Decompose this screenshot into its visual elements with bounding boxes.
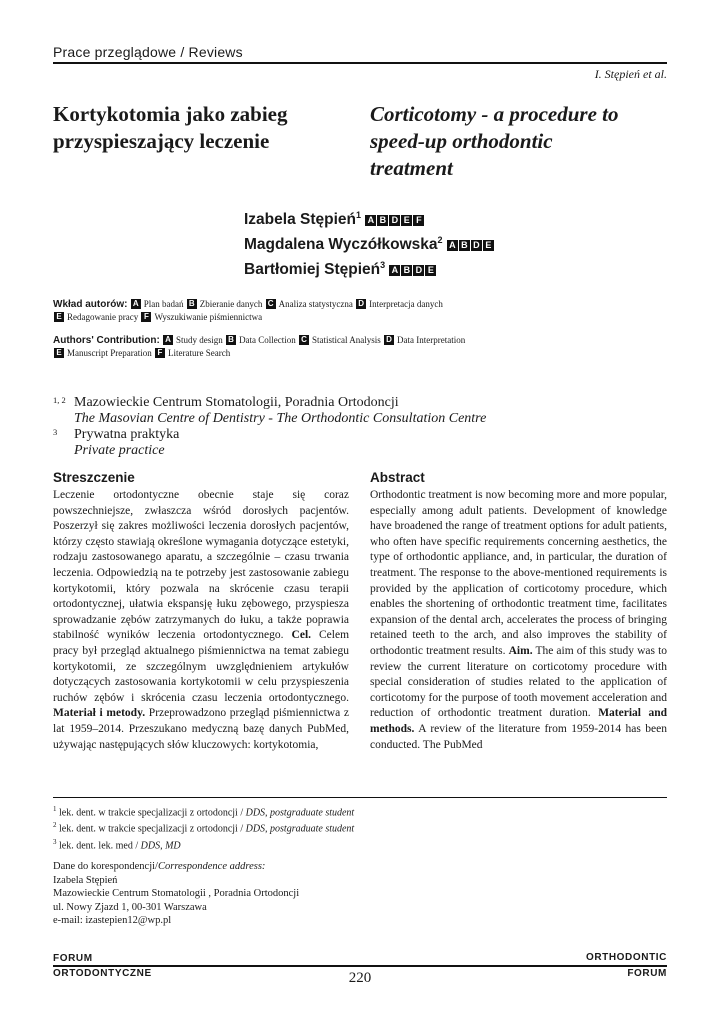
footnote-1: $^1$ lek. dent. w trakcie specjalizacji z ortodoncji / DDS, postgraduate student bbox=[53, 805, 355, 819]
footer-journal-pl-2: ORTODONTYCZNE bbox=[53, 968, 152, 979]
correspondence-name: Izabela Stępień bbox=[53, 874, 118, 886]
footnote-3: $^3$ lek. dent. lek. med / DDS, MD bbox=[53, 837, 181, 851]
affiliations bbox=[53, 395, 667, 459]
title-pl: Kortykotomia jako zabieg przyspieszający leczenie bbox=[53, 102, 288, 153]
author-list bbox=[244, 205, 495, 280]
footer-journal-en: ORTHODONTIC bbox=[585, 952, 667, 963]
contribution-en: Authors' Contribution: A Study design B Data Collection C Statistical Analysis D Data Interpretation E Manuscript Preparation F Literature Search bbox=[53, 335, 466, 358]
footnote-rule bbox=[53, 797, 667, 798]
footnotes bbox=[53, 803, 667, 852]
affiliation-1: 1, 2 Mazowieckie Centrum Stomatologii, Poradnia Ortodoncji The Masovian Centre of Dentistry - The Orthodontic Consultation Centre bbox=[53, 395, 487, 426]
correspondence-street: ul. Nowy Zjazd 1, 00-301 Warszawa bbox=[53, 901, 207, 913]
correspondence-institution: Mazowieckie Centrum Stomatologii , Poradnia Ortodoncji bbox=[53, 888, 300, 899]
footer-journal-pl: FORUM bbox=[53, 953, 93, 964]
title-en: Corticotomy - a procedure to speed-up orthodontic treatment bbox=[370, 102, 619, 180]
correspondence bbox=[53, 860, 667, 928]
author-3-roles: A B D E bbox=[389, 261, 437, 278]
correspondence-label: Dane do korespondencji/Correspondence address: bbox=[53, 861, 266, 872]
abstract-heading: Abstract bbox=[370, 470, 425, 485]
affiliation-2: 3 Prywatna praktyka Private practice bbox=[53, 427, 180, 458]
footer-journal-en-2: FORUM bbox=[627, 968, 667, 979]
streszczenie-body: Leczenie ortodontyczne obecnie staje się coraz powszechniejsze, zwłaszcza wśród dorosłych pacjentów. Poszerzył się zakres możliwości leczenia dorosłych pacjentów, którzy często stawiają określone wymagania dotyczące estetyki, rodzaju zastosowanego aparatu, a szczególnie – czasu trwania leczenia. Odpowiedzią na te potrzeby jest zastosowanie zabiegu kortykotomii, który pozwala na skrócenie czasu terapii ortodontycznej, ułatwia ekspansję łuku zębowego, przyspiesza sprowadzanie zębów zatrzymanych do łuku, a także poprawia stabilność wyników leczenia ortodontycznego. Cel. Celem pracy był przegląd aktualnego piśmiennictwa na temat zabiegu kortykotomii, ze szczególnym uwzględnieniem artykułów dotyczących zastosowania kortykotomii w celu przyspieszenia ruchów zębów i skrócenia czasu leczenia ortodontycznego. Materiał i metody. Przeprowadzono przegląd piśmiennictwa z lat 1959–2014. Przeszukano medyczną bazę danych PubMed, używając następujących słów kluczowych: kortykotomia, bbox=[53, 489, 350, 751]
running-author: I. Stępień et al. bbox=[594, 67, 667, 81]
author-1: Izabela Stępień$^1$ A B D E F bbox=[244, 205, 495, 230]
abstract-body: Orthodontic treatment is now becoming more and more popular, especially among adult patients. Development of knowledge have broadened the range of treatment options for adult patients, who often have specific requirements concerning aesthetics, the type of orthodontic appliance, and, in particular, the duration of treatment. The response to the above-mentioned requirements is provided by the application of corticotomy procedure, which enables the shortening of orthodontic treatment time, facilitates expansion of the dental arch, accelerates the process of bringing retained teeth to the arch, and also improves the stability of orthodontic treatment results. Aim. The aim of this study was to review the current literature on corticotomy procedure with special consideration of studies related to the application of corticotomy for the purpose of tooth movement acceleration and reduction of orthodontic treatment duration. Material and methods. A review of the literature from 1959-2014 has been conducted. The PubMed bbox=[370, 489, 668, 751]
author-1-roles: A B D E F bbox=[365, 211, 425, 228]
header-rule bbox=[53, 62, 667, 64]
author-3: Bartłomiej Stępień$^3$ A B D E bbox=[244, 255, 495, 280]
author-2: Magdalena Wyczółkowska$^2$ A B D E bbox=[244, 230, 495, 255]
correspondence-email: e-mail: izastepien12@wp.pl bbox=[53, 915, 172, 926]
page-number: 220 bbox=[348, 970, 372, 986]
footnote-2: $^2$ lek. dent. w trakcie specjalizacji z ortodoncji / DDS, postgraduate student bbox=[53, 821, 355, 835]
footer-rule bbox=[53, 965, 667, 967]
author-2-roles: A B D E bbox=[447, 236, 495, 253]
contribution-pl: Wkład autorów: A Plan badań B Zbieranie danych C Analiza statystyczna D Interpretacja danych E Redagowanie pracy F Wyszukiwanie piśmiennictwa bbox=[53, 299, 443, 322]
streszczenie-heading: Streszczenie bbox=[53, 470, 135, 485]
section-label: Prace przeglądowe / Reviews bbox=[53, 44, 243, 60]
